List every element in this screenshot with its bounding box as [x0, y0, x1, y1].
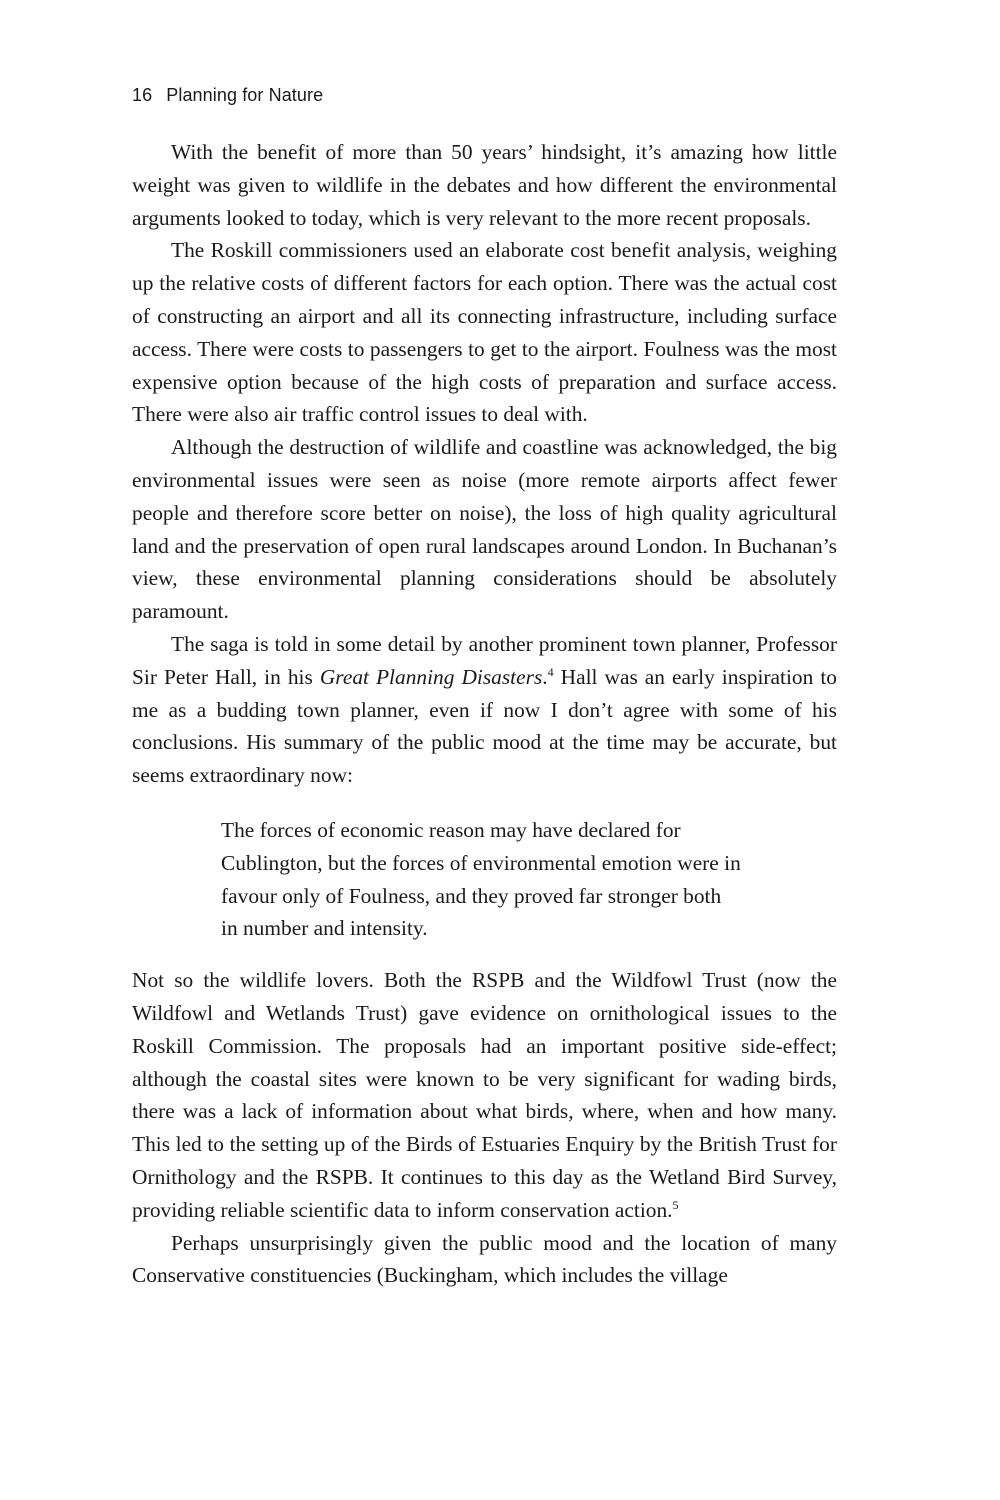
- running-title: Planning for Nature: [166, 85, 324, 105]
- block-quote: The forces of economic reason may have declared for Cublington, but the forces of environmental emotion were in favour only of Foulness, and they proved far stronger both in number and intensity.: [221, 817, 741, 941]
- paragraph: [132, 628, 837, 792]
- paragraph: The Roskill commissioners used an elaborate cost benefit analysis, weighing up the relative costs of different factors for each option. There was the actual cost of constructing an airport and all its connecting infrastructure, including surface access. There were costs to passengers to get to the airport. Foulness was the most expensive option because of the high costs of preparation and surface access. There were also air traffic control issues to deal with.: [132, 238, 837, 427]
- paragraph: Perhaps unsurprisingly given the public mood and the location of many Conservative constituencies (Buckingham, which includes the village: [132, 1230, 837, 1288]
- paragraph: Although the destruction of wildlife and coastline was acknowledged, the big environmental issues were seen as noise (more remote airports affect fewer people and therefore score better on noise), the loss of high quality agricultural land and the preservation of open rural landscapes around London. In Buchanan’s view, these environmental planning considerations should be absolutely paramount.: [132, 435, 837, 624]
- paragraph-text: Not so the wildlife lovers. Both the RSPB and the Wildfowl Trust (now the Wildfowl and Wetlands Trust) gave evidence on ornithological issues to the Roskill Commission. The proposals had an important positive side-effect; although the coastal sites were known to be very significant for wading birds, there was a lack of information about what birds, where, when and how many. This led to the setting up of the Birds of Estuaries Enquiry by the British Trust for Ornithology and the RSPB. It continues to this day as the Wetland Bird Survey, providing reliable scientific data to inform conservation action.: [132, 968, 837, 1222]
- period: .: [542, 664, 548, 689]
- paragraph-text: The saga is told in some detail by another prominent town planner, Professor Sir Peter Hall, in his: [132, 631, 837, 689]
- footnote-marker: 5: [672, 1197, 679, 1212]
- paragraph: With the benefit of more than 50 years’ hindsight, it’s amazing how little weight was given to wildlife in the debates and how different the environmental arguments looked to today, which is very relevant to the more recent proposals.: [132, 140, 837, 230]
- page-number: 16: [132, 85, 153, 105]
- body-text: [132, 136, 837, 1292]
- running-head: [132, 83, 323, 107]
- paragraph-text: Hall was an early inspiration to me as a budding town planner, even if now I don’t agree with some of his conclusions. His summary of the public mood at the time may be accurate, but seems extraordinary now:: [132, 664, 837, 788]
- book-title: Great Planning Disasters: [319, 664, 543, 689]
- paragraph: [132, 964, 837, 1226]
- footnote-marker: 4: [547, 664, 554, 679]
